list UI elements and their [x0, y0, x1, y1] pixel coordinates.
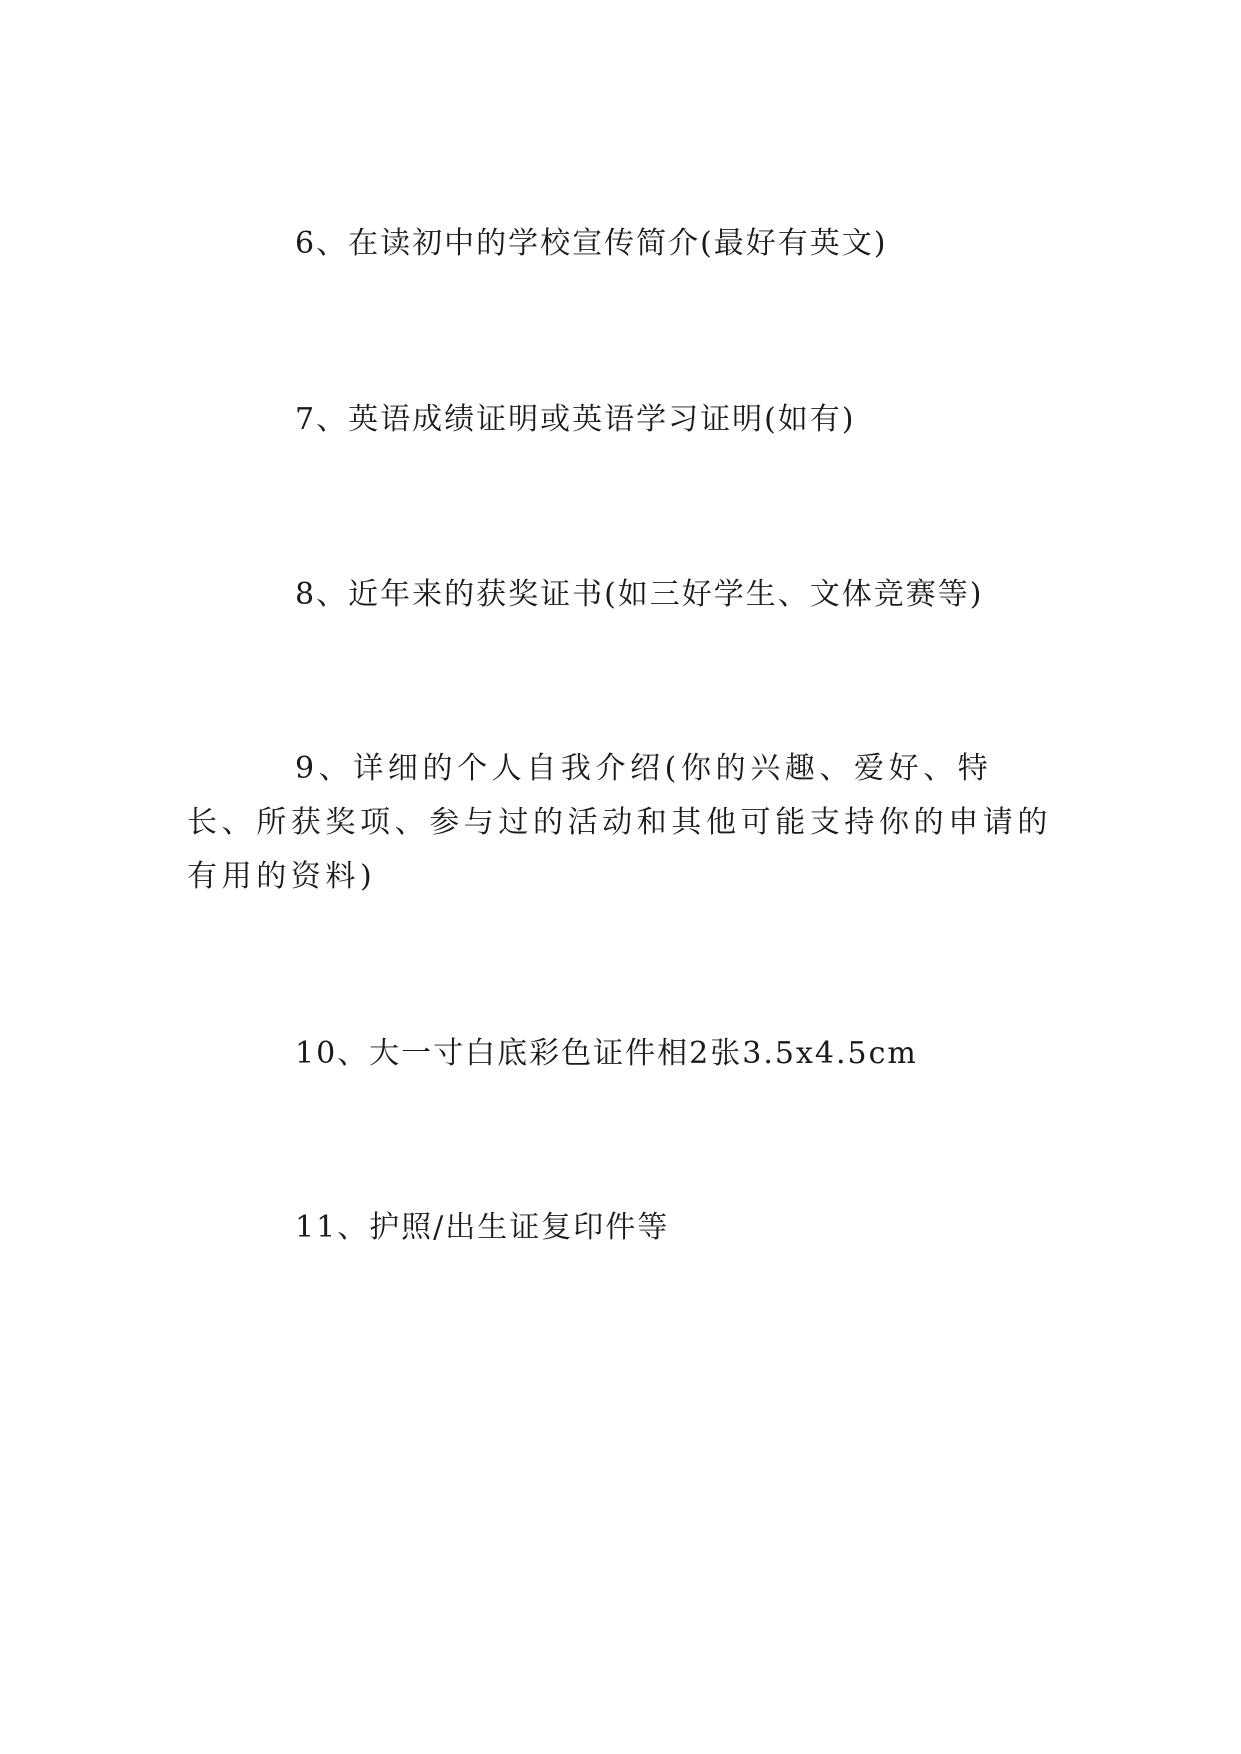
list-item-11: 11、护照/出生证复印件等 — [295, 1210, 670, 1245]
list-item-9: 9、详细的个人自我介绍(你的兴趣、爱好、特长、所获奖项、参与过的活动和其他可能支持你的申请的有用的资料) — [187, 751, 1052, 894]
list-item-6: 6、在读初中的学校宣传简介(最好有英文) — [295, 226, 888, 261]
list-item-7: 7、英语成绩证明或英语学习证明(如有) — [295, 402, 856, 437]
list-item-8: 8、近年来的获奖证书(如三好学生、文体竞赛等) — [295, 577, 984, 612]
list-item-10: 10、大一寸白底彩色证件相2张3.5x4.5cm — [295, 1036, 918, 1071]
